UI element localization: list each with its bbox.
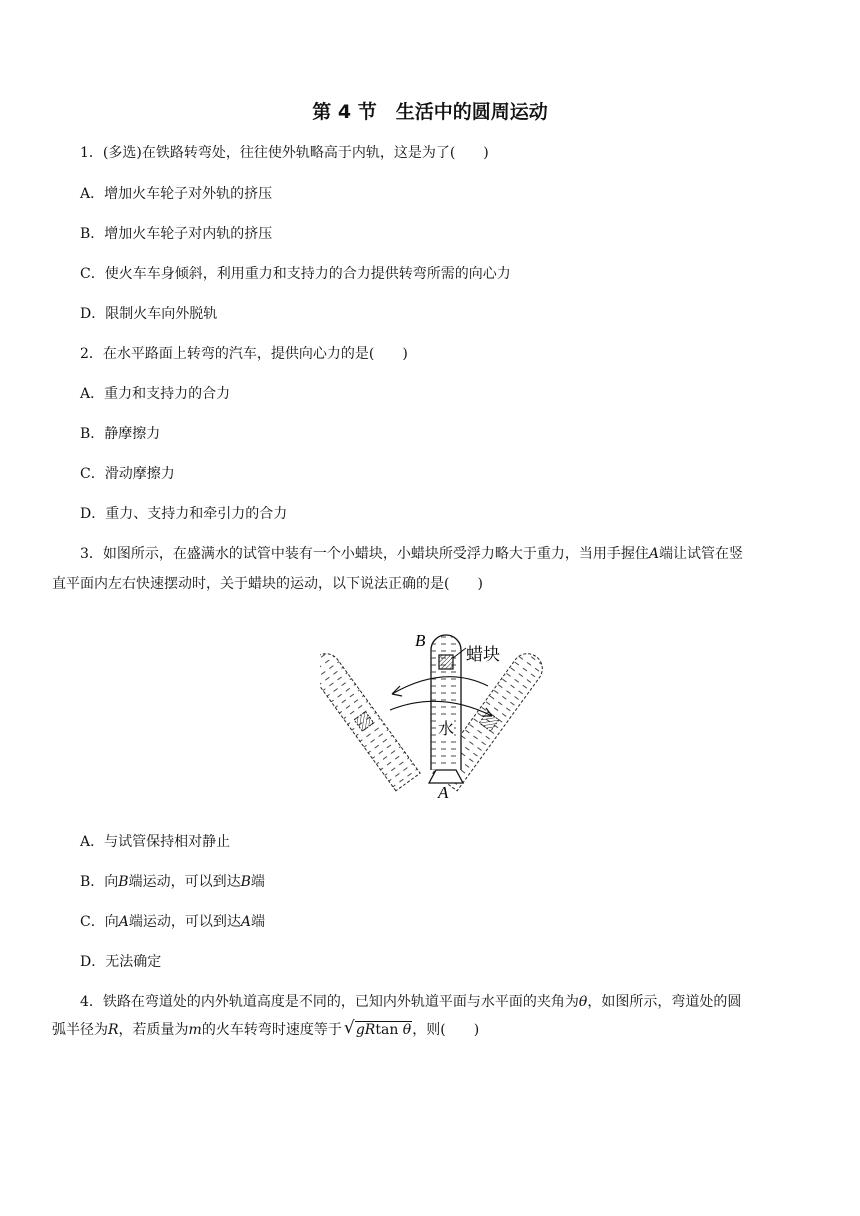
question-1-stem: 1．(多选)在铁路转弯处，往往使外轨略高于内轨，这是为了( ) (80, 145, 489, 161)
question-4-stem-line2 (52, 1020, 479, 1040)
wax-block (439, 655, 453, 669)
sqrt-expression (344, 1020, 412, 1040)
variable-b: B (240, 874, 251, 890)
stem-text: ，若质量为 (118, 1022, 189, 1038)
question-2-stem: 2．在水平路面上转弯的汽车，提供向心力的是( ) (80, 346, 408, 362)
option-text: 端 (250, 874, 265, 890)
question-1-option-a: A．增加火车轮子对外轨的挤压 (80, 186, 273, 202)
label-b: B (415, 631, 426, 650)
test-tube-figure (320, 620, 570, 800)
question-3-stem-line2: 直平面内左右快速摆动时，关于蜡块的运动，以下说法正确的是( ) (52, 576, 483, 592)
question-3-option-a: A．与试管保持相对静止 (80, 834, 231, 850)
question-2-option-c: C．滑动摩擦力 (80, 466, 175, 482)
question-3-stem-line1 (80, 544, 743, 564)
option-text: B．向 (80, 874, 119, 890)
option-text: 端运动，可以到达 (128, 874, 241, 890)
question-1-option-d: D．限制火车向外脱轨 (80, 306, 218, 322)
page-title: 第 4 节 生活中的圆周运动 (312, 101, 548, 123)
label-a: A (438, 783, 449, 800)
option-text: C．向 (80, 914, 119, 930)
question-1-option-c: C．使火车车身倾斜，利用重力和支持力的合力提供转弯所需的向心力 (80, 266, 511, 282)
question-1-option-b: B．增加火车轮子对内轨的挤压 (80, 226, 273, 242)
stem-text: 弧半径为 (52, 1022, 108, 1038)
center-tube (429, 635, 463, 783)
question-3-option-c (80, 912, 265, 932)
question-4-stem-line1 (80, 992, 741, 1012)
variable-a: A (240, 914, 251, 930)
question-2-option-a: A．重力和支持力的合力 (80, 386, 231, 402)
left-tilted-tube (320, 648, 420, 791)
stem-text: 端让试管在竖 (659, 546, 744, 562)
stem-text: ，如图所示，弯道处的圆 (587, 994, 742, 1010)
variable-m: m (188, 1022, 202, 1038)
label-wax-block: 蜡块 (466, 645, 500, 665)
variable-a: A (118, 914, 129, 930)
stem-text: 3．如图所示，在盛满水的试管中装有一个小蜡块，小蜡块所受浮力略大于重力，当用手握住 (80, 546, 649, 562)
label-water: 水 (438, 719, 455, 738)
variable-r: R (108, 1022, 119, 1038)
radicand-tan: tan (375, 1022, 399, 1038)
radicand-theta: θ (402, 1022, 412, 1038)
question-2-option-b: B．静摩擦力 (80, 426, 161, 442)
variable-theta: θ (578, 994, 588, 1010)
option-text: 端运动，可以到达 (128, 914, 241, 930)
stem-text: 4．铁路在弯道处的内外轨道高度是不同的，已知内外轨道平面与水平面的夹角为 (80, 994, 579, 1010)
variable-b: B (118, 874, 129, 890)
radicand-gr: gR (355, 1022, 376, 1038)
question-3-option-b (80, 872, 265, 892)
option-text: 端 (250, 914, 265, 930)
radicand (355, 1021, 412, 1038)
radical-sign: √ (343, 1018, 355, 1038)
question-2-option-d: D．重力、支持力和牵引力的合力 (80, 506, 288, 522)
question-3-option-d: D．无法确定 (80, 954, 162, 970)
variable-a: A (648, 546, 660, 562)
stem-text: ，则( ) (412, 1022, 480, 1038)
stem-text: 的火车转弯时速度等于 (201, 1022, 342, 1038)
